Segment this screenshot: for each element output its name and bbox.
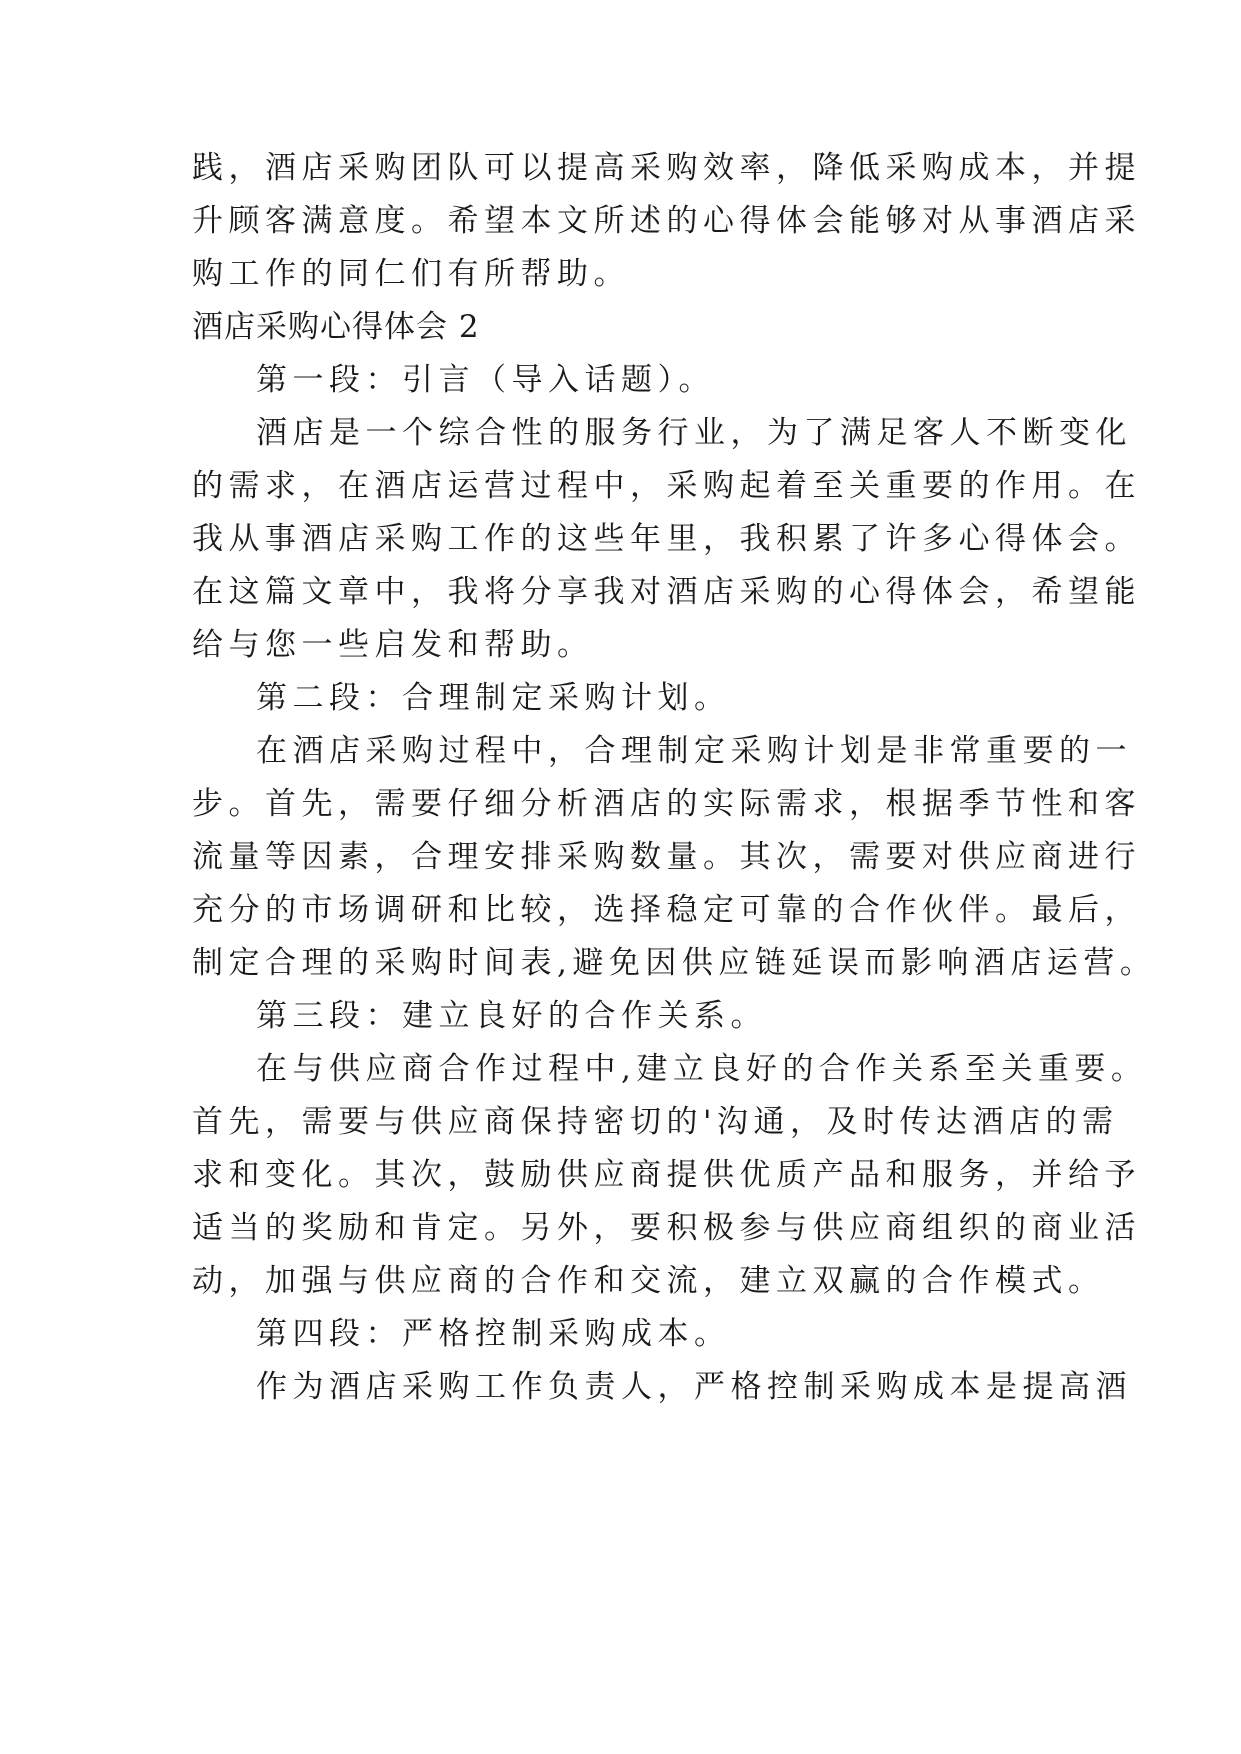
- paragraph-line: 流量等因素，合理安排采购数量。其次，需要对供应商进行: [192, 839, 1141, 875]
- paragraph-line: 步。首先，需要仔细分析酒店的实际需求，根据季节性和客: [192, 786, 1141, 822]
- paragraph-line: 适当的奖励和肯定。另外，要积极参与供应商组织的商业活: [192, 1210, 1141, 1246]
- paragraph-line: 践，酒店采购团队可以提高采购效率，降低采购成本，并提: [192, 150, 1141, 186]
- paragraph-line: 动，加强与供应商的合作和交流，建立双赢的合作模式。: [192, 1263, 1105, 1299]
- paragraph-line: 我从事酒店采购工作的这些年里，我积累了许多心得体会。: [192, 521, 1141, 557]
- paragraph-line: 酒店是一个综合性的服务行业，为了满足客人不断变化: [256, 415, 1132, 451]
- paragraph-line: 购工作的同仁们有所帮助。: [192, 256, 630, 292]
- paragraph-line: 的需求，在酒店运营过程中，采购起着至关重要的作用。在: [192, 468, 1141, 504]
- section-heading: 第四段：严格控制采购成本。: [256, 1316, 731, 1352]
- section-heading: 第一段：引言（导入话题）。: [256, 362, 715, 398]
- paragraph-line: 制定合理的采购时间表,避免因供应链延误而影响酒店运营。: [192, 945, 1157, 981]
- paragraph-line: 作为酒店采购工作负责人，严格控制采购成本是提高酒: [256, 1369, 1132, 1405]
- paragraph-line: 在酒店采购过程中，合理制定采购计划是非常重要的一: [256, 733, 1132, 769]
- paragraph-line: 求和变化。其次，鼓励供应商提供优质产品和服务，并给予: [192, 1157, 1141, 1193]
- section-title: 酒店采购心得体会 2: [192, 309, 480, 345]
- paragraph-line: 在与供应商合作过程中,建立良好的合作关系至关重要。: [256, 1051, 1148, 1087]
- section-heading: 第三段：建立良好的合作关系。: [256, 998, 767, 1034]
- paragraph-line: 首先，需要与供应商保持密切的'沟通，及时传达酒店的需: [192, 1104, 1119, 1140]
- paragraph-line: 在这篇文章中，我将分享我对酒店采购的心得体会，希望能: [192, 574, 1141, 610]
- section-heading: 第二段：合理制定采购计划。: [256, 680, 731, 716]
- paragraph-line: 升顾客满意度。希望本文所述的心得体会能够对从事酒店采: [192, 203, 1141, 239]
- paragraph-line: 充分的市场调研和比较，选择稳定可靠的合作伙伴。最后，: [192, 892, 1141, 928]
- paragraph-line: 给与您一些启发和帮助。: [192, 627, 594, 663]
